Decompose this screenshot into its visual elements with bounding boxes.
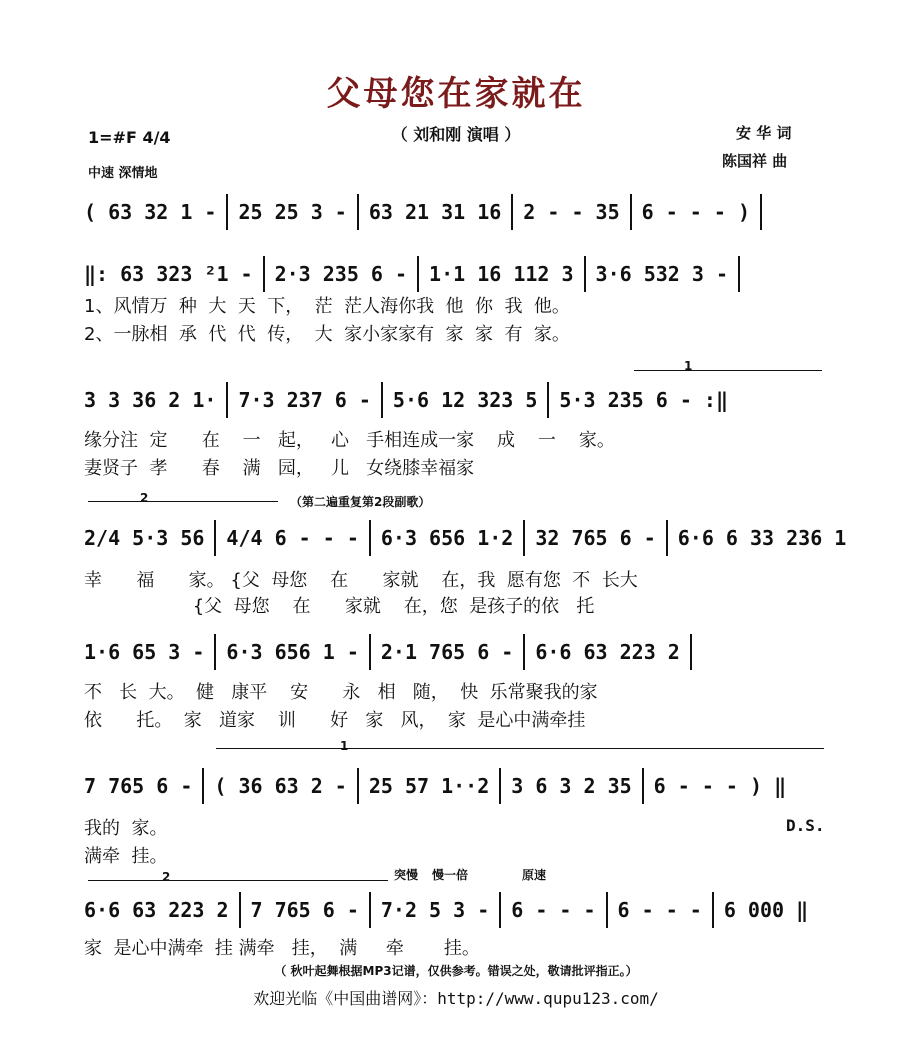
ending-number: 1 [684,359,693,373]
tempo-change: 突慢 [394,868,419,882]
measure: 5·3 235 6 - :‖ [559,388,728,412]
measure: 6·6 63 223 2 [535,640,680,664]
music-row-3 [84,518,852,558]
music-row-1 [84,254,852,294]
measure: 32 765 6 - [535,526,656,550]
measure: 6·3 656 1 - [226,640,359,664]
transcription-note: （ 秋叶起舞根据MP3记谱，仅供参考。错误之处，敬请批评指正。） [274,964,638,978]
measure: 6 - - - [617,898,702,922]
lyric-line: {父 母您 在 家就 在，您 是孩子的依 托 [84,596,595,617]
lyric-line: 家 是心中满牵 挂 满牵 挂， 满 牵 挂。 [84,938,480,959]
measure: ( 36 63 2 - [214,774,347,798]
music-row-2 [84,380,852,420]
lyric-line: 幸 福 家。 {父 母您 在 家就 在，我 愿有您 不 长大 [84,570,638,591]
dal-segno-mark: D.S. [786,816,825,835]
measure: 2·1 765 6 - [380,640,514,664]
lyric-line: 我的 家。 [84,818,168,839]
song-title: 父母您在家就在 [326,74,586,114]
measure: 6 000 ‖ [723,898,809,922]
measure: ‖: 63 323 ²1 - [84,262,253,286]
measure: 1·1 16 112 3 [429,262,574,286]
measure: ( 63 32 1 - [84,200,217,224]
measure: 6·6 6 33 236 1 [677,526,847,550]
repeat-note: （第二遍重复第2段副歌） [290,495,431,509]
tempo-marking: 中速 深情地 [88,166,158,181]
ending-number: 1 [340,739,349,753]
key-signature: 1=#F 4/4 [88,128,171,147]
lyricist-credit: 安 华 词 [736,124,792,142]
lyric-line: 1、风情万 种 大 天 下， 茫 茫人海你我 他 你 我 他。 [84,296,570,317]
measure: 7 765 6 - [84,774,193,798]
measure: 25 25 3 - [238,200,347,224]
website-footer: 欢迎光临《中国曲谱网》：http://www.qupu123.com/ [253,989,659,1008]
music-row-5 [84,766,852,806]
music-row-6 [84,890,852,930]
measure: 4/4 6 - - - [226,526,359,550]
lyric-line: 妻贤子 孝 春 满 园， 儿 女绕膝幸福家 [84,458,475,479]
lyric-line: 不 长 大。 健 康平 安 永 相 随， 快 乐常聚我的家 [84,682,598,703]
lyric-line: 依 托。 家 道家 训 好 家 风， 家 是心中满牵挂 [84,710,586,731]
singer-credit: （ 刘和刚 演唱 ） [391,125,521,144]
ending-number: 2 [140,491,149,505]
measure: 2/4 5·3 56 [84,526,205,550]
measure: 6 - - - ) [641,200,750,224]
ending-bracket-2b [88,880,388,881]
measure: 6·6 63 223 2 [84,898,229,922]
measure: 3 6 3 2 35 [511,774,632,798]
measure: 5·6 12 323 5 [392,388,538,412]
measure: 2·3 235 6 - [274,262,408,286]
ending-number: 2 [162,870,171,884]
ending-bracket-1b [216,748,824,749]
measure: 63 21 31 16 [368,200,502,224]
ending-bracket-2 [88,501,278,502]
measure: 25 57 1··2 [368,774,490,798]
measure: 7·2 5 3 - [380,898,490,922]
lyric-line: 缘分注 定 在 一 起， 心 手相连成一家 成 一 家。 [84,430,615,451]
lyric-line: 2、一脉相 承 代 代 传， 大 家小家家有 家 家 有 家。 [84,324,570,345]
measure: 3·6 532 3 - [595,262,728,286]
music-row-4 [84,632,852,672]
measure: 3 3 36 2 1· [84,388,217,412]
measure: 6 - - - [511,898,596,922]
tempo-change: 慢一倍 [432,868,469,882]
ending-bracket-1 [634,370,822,371]
measure: 7 765 6 - [250,898,359,922]
music-row-0 [84,192,852,232]
lyric-line: 满牵 挂。 [84,846,168,867]
measure: 7·3 237 6 - [238,388,371,412]
composer-credit: 陈国祥 曲 [722,152,788,170]
measure: 1·6 65 3 - [84,640,205,664]
measure: 6·3 656 1·2 [380,526,514,550]
measure: 6 - - - ) ‖ [653,774,787,798]
tempo-change: 原速 [522,868,547,882]
measure: 2 - - 35 [523,200,620,224]
